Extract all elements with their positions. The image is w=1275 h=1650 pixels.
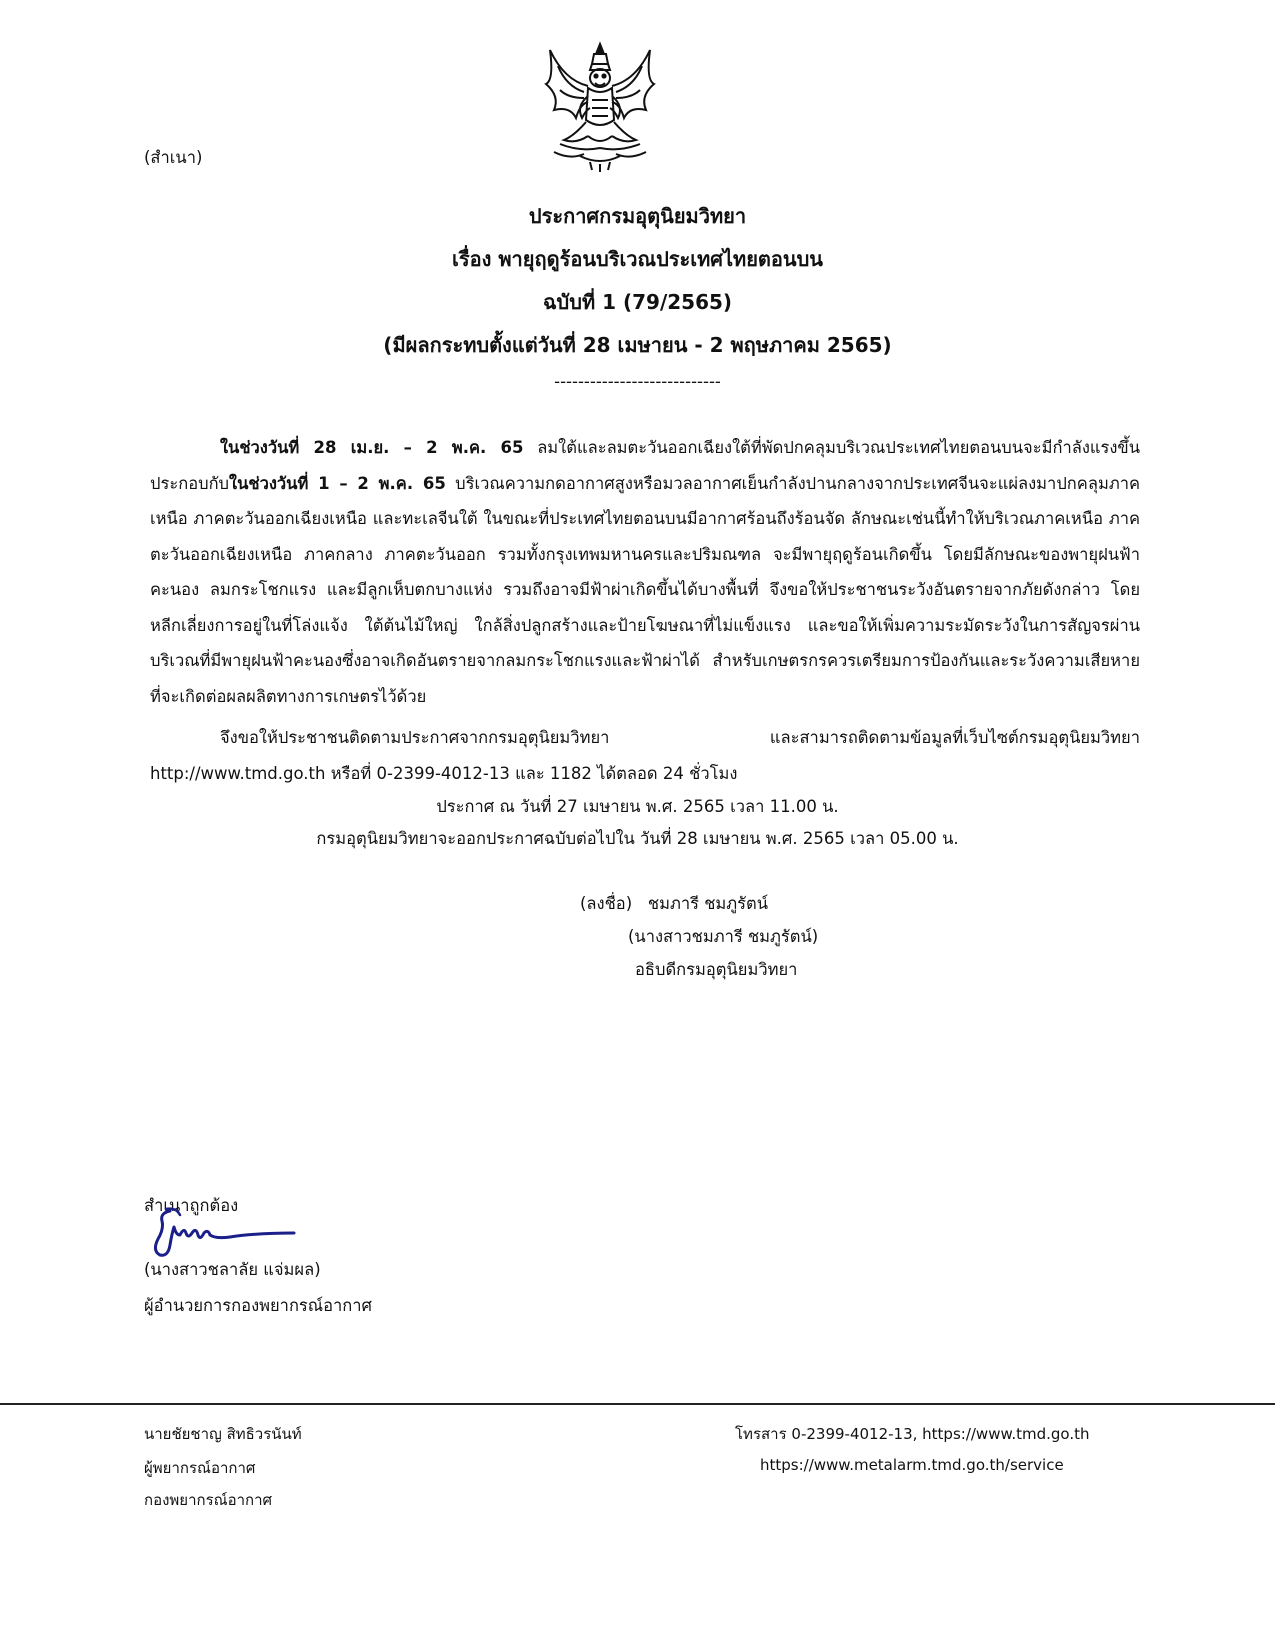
certifier-position: ผู้อำนวยการกองพยากรณ์อากาศ [144,1296,373,1315]
period-highlight-2: ในช่วงวันที่ 1 – 2 พ.ค. 65 [229,473,446,493]
garuda-emblem-icon [540,40,660,175]
body-text-3: จึงขอให้ประชาชนติดตามประกาศจากกรมอุตุนิยมวิทยา และสามารถติดตามข้อมูลที่เว็บไซต์กรมอุตุนิยมวิทยา [220,728,1140,747]
body-text-4: หรือที่ 0-2399-4012-13 และ 1182 ได้ตลอด 24 ชั่วโมง [325,763,738,783]
body-paragraph-2 [150,720,1140,791]
footer-divider [0,1403,1275,1405]
signed-name: ชมภารี ชมภูรัตน์ [647,894,769,913]
metalarm-link[interactable]: https://www.metalarm.tmd.go.th/service [760,1456,1064,1474]
announcement-number: ฉบับที่ 1 (79/2565) [542,290,733,314]
next-announcement: กรมอุตุนิยมวิทยาจะออกประกาศฉบับต่อไปใน วันที่ 28 เมษายน พ.ศ. 2565 เวลา 05.00 น. [316,829,959,848]
director-full-name: (นางสาวชมภารี ชมภูรัตน์) [628,927,819,946]
announcement-effective-period: (มีผลกระทบตั้งแต่วันที่ 28 เมษายน - 2 พฤษภาคม 2565) [383,333,892,357]
fax-and-website[interactable]: โทรสาร 0-2399-4012-13, https://www.tmd.go.th [735,1425,1090,1443]
director-position: อธิบดีกรมอุตุนิยมวิทยา [635,960,798,979]
body-paragraph-1 [150,430,1140,714]
body-text-1: ลมใต้และลมตะวันออกเฉียงใต้ที่พัดปกคลุมบริเวณประเทศไทยตอนบนจะมีกำลังแรงขึ้น ประกอบกับ [150,438,1140,493]
body-text-2: บริเวณความกดอากาศสูงหรือมวลอากาศเย็นกำลังปานกลางจากประเทศจีนจะแผ่ลงมาปกคลุมภาคเหนือ ภาคตะวันออกเฉียงเหนือ และทะเลจีนใต้ ในขณะที่ประเทศไทยตอนบนมีอากาศร้อนถึงร้อนจัด ลักษณะเช่นนี้ทำให้บริเวณภาคเหนือ ภาคตะวันออกเฉียงเหนือ ภาคกลาง ภาคตะวันออก รวมทั้งกรุงเทพมหานครและปริมณฑล จะมีพายุฤดูร้อนเกิดขึ้น โดยมีลักษณะของพายุฝนฟ้าคะนอง ลมกระโชกแรง และมีลูกเห็บตกบางแห่ง รวมถึงอาจมีฟ้าผ่าเกิดขึ้นได้บางพื้นที่ จึงขอให้ประชาชนระวังอันตรายจากภัยดังกล่าว โดยหลีกเลี่ยงการอยู่ในที่โล่งแจ้ง ใต้ต้นไม้ใหญ่ ใกล้สิ่งปลูกสร้างและป้ายโฆษณาที่ไม่แข็งแรง และขอให้เพิ่มความระมัดระวังในการสัญจรผ่านบริเวณที่มีพายุฝนฟ้าคะนองซึ่งอาจเกิดอันตรายจากลมกระโชกแรงและฟ้าผ่าได้ สำหรับเกษตรกรควรเตรียมการป้องกันและระวังความเสียหายที่จะเกิดต่อผลผลิตทางการเกษตรไว้ด้วย [150,473,1140,706]
tmd-website-link[interactable]: http://www.tmd.go.th [150,763,326,783]
period-highlight-1: ในช่วงวันที่ 28 เม.ย. – 2 พ.ค. 65 [220,438,524,457]
forecaster-title: ผู้พยากรณ์อากาศ [144,1459,256,1477]
announcement-subject: เรื่อง พายุฤดูร้อนบริเวณประเทศไทยตอนบน [452,247,823,271]
announcement-body [150,430,1140,791]
announcement-title: ประกาศกรมอุตุนิยมวิทยา [528,204,747,228]
forecaster-division: กองพยากรณ์อากาศ [144,1491,273,1509]
signed-label: (ลงชื่อ) [580,894,633,913]
forecaster-name: นายชัยชาญ สิทธิวรนันท์ [144,1425,302,1443]
certified-copy-label: สำเนาถูกต้อง [144,1196,239,1215]
signature-block [580,886,768,921]
certifier-name: (นางสาวชลาลัย แจ่มผล) [144,1260,321,1279]
title-divider: ---------------------------- [554,372,721,391]
announcement-date: ประกาศ ณ วันที่ 27 เมษายน พ.ศ. 2565 เวลา 11.00 น. [436,797,839,816]
copy-label: (สำเนา) [144,148,203,167]
